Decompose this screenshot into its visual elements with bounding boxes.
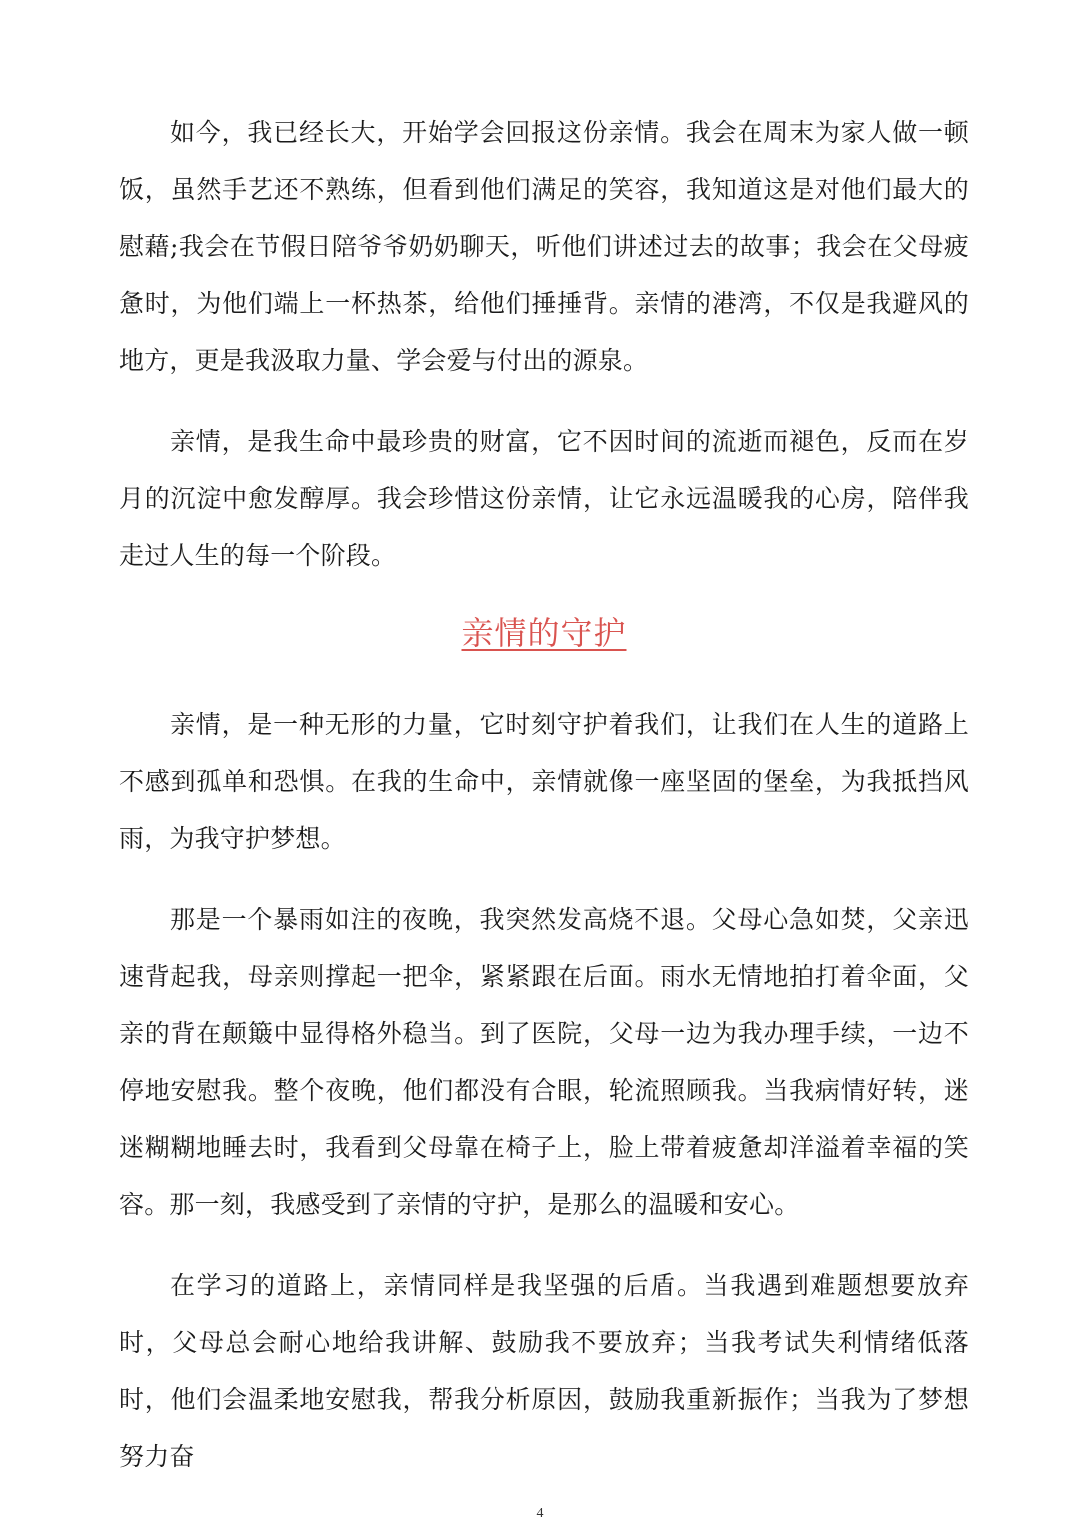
section-heading-wrap [119, 608, 969, 666]
paragraph-study-support: 在学习的道路上，亲情同样是我坚强的后盾。当我遇到难题想要放弃时，父母总会耐心地给我讲解、鼓励我不要放弃；当我考试失利情绪低落时，他们会温柔地安慰我，帮我分析原因，鼓励我重新振作；当我为了梦想努力奋 [119, 1271, 969, 1471]
document-body [119, 104, 969, 1485]
paragraph-repaying-family-love: 如今，我已经长大，开始学会回报这份亲情。我会在周末为家人做一顿饭，虽然手艺还不熟练，但看到他们满足的笑容，我知道这是对他们最大的慰藉;我会在节假日陪爷爷奶奶聊天，听他们讲述过去的故事；我会在父母疲惫时，为他们端上一杯热茶，给他们捶捶背。亲情的港湾，不仅是我避风的地方，更是我汲取力量、学会爱与付出的源泉。 [119, 118, 969, 375]
paragraph-rainy-night: 那是一个暴雨如注的夜晚，我突然发高烧不退。父母心急如焚，父亲迅速背起我，母亲则撑起一把伞，紧紧跟在后面。雨水无情地拍打着伞面，父亲的背在颠簸中显得格外稳当。到了医院，父母一边为我办理手续，一边不停地安慰我。整个夜晚，他们都没有合眼，轮流照顾我。当我病情好转，迷迷糊糊地睡去时，我看到父母靠在椅子上，脸上带着疲惫却洋溢着幸福的笑容。那一刻，我感受到了亲情的守护，是那么的温暖和安心。 [119, 905, 969, 1219]
paragraph-family-treasure: 亲情，是我生命中最珍贵的财富，它不因时间的流逝而褪色，反而在岁月的沉淀中愈发醇厚。我会珍惜这份亲情，让它永远温暖我的心房，陪伴我走过人生的每一个阶段。 [119, 427, 969, 570]
paragraph-invisible-force: 亲情，是一种无形的力量，它时刻守护着我们，让我们在人生的道路上不感到孤单和恐惧。在我的生命中，亲情就像一座坚固的堡垒，为我抵挡风雨，为我守护梦想。 [119, 710, 969, 853]
section-heading: 亲情的守护 [461, 614, 627, 652]
page-number: 4 [536, 1506, 544, 1521]
